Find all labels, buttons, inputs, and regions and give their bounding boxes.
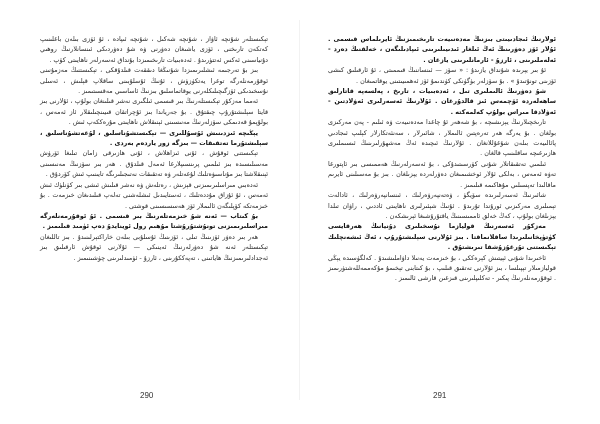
right-paragraph-5: ئىلمىي تەتقىقاتلار شۇنى كۆرسىتىدۇكى ، بۇ ئەسەرلەرنىڭ ھەممىسى بىر ئاپتورغا تەۋە ئەمەس ، بەلكى ئۇلار ئوخشىمىغان دەۋرلەردە يېزىلغان . بىز بۇ مەسىلىنى ئايرىم ماقالىدا تەپسىلىي مۇھاكىمە قىلىمىز .	[328, 159, 556, 189]
left-page-number: 290	[140, 391, 154, 400]
left-paragraph-6: ئەدەبىي مىراسلىرىمىزنى قېزىش ، رەتلەش ۋە نەشر قىلىش ئىشى بىر كۈنلۈك ئىش ئەمەس ، ئۇ ئۇزاق مۇددەتلىك ، ئەستايىدىل ئىشلەشنى تەلەپ قىلىدىغان خىزمەت . بۇ خىزمەتكە كۆپلىگەن ئالىملار ئۆز ھەسسىسىنى قوشتى .	[40, 180, 268, 210]
right-page-number: 291	[433, 391, 447, 400]
left-paragraph-7: بۇ كىتاب — ئەنە شۇ خىزمەتلەرنىڭ بىر قىسمى . ئۇ ئوقۇرمەنلەرگە مىراسلىرىمىزنى تونۇشتۇرۇشتا مۇھىم رول ئوينايدۇ دەپ ئۈمىد قىلىمىز .	[40, 211, 268, 231]
right-paragraph-4: تارىخچىلارنىڭ يېزىشىچە ، بۇ شەھەر ئۇ چاغدا مەدەنىيەت ۋە ئىلىم - پەن مەركىزى بولغان . بۇ يەرگە ھەر تەرەپتىن ئالىملار ، شائىرلار ، سەنئەتكارلار كېلىپ ئىجادىي پائالىيەت بىلەن شۇغۇللانغان . ئۇلارنىڭ ئىچىدە ئەڭ مەشھۇرلىرىنىڭ ئىسىملىرى ھازىرغىچە ساقلىنىپ قالغان .	[328, 118, 556, 158]
right-paragraph-6: شائىرنىڭ ئەسەرلىرىدە سۆيگۈ ، ۋەتەنپەرۋەرلىك ، ئىنسانپەرۋەرلىك ، ئادالەت تېمىلىرى مەركىزىي ئورۇندا تۇرىدۇ . ئۇنىڭ شېئىرلىرى ناھايىتى ئاددىي ، راۋان تىلدا يېزىلغان بولۇپ ، كەڭ خەلق ئاممىسىنىڭ ياقتۇرۇشىغا ئېرىشكەن .	[328, 191, 556, 220]
right-paragraph-8: ئاخىرىدا شۇنى ئېيتىش كېرەككى ، بۇ خىزمەت يەنىلا داۋاملىشىدۇ . كەلگۈسىدە يېڭى قوليازمىلار تېپىلسا ، بىز ئۇلارنى تەتقىق قىلىپ ، بۇ كىتابنى تېخىمۇ مۇكەممەللەشتۈرىمىز . ئوقۇرمەنلەرنىڭ پىكىر - تەكلىپلىرىنى قىزغىن قارشى ئالىمىز .	[328, 253, 556, 283]
right-paragraph-7: مەزكۇر ئەسەرنىڭ قوليازما نۇسخىلىرى دۇنيانىڭ ھەرقايسى كۈتۈپخانىلىرىدا ساقلانماقتا . بىز ئۇلارنى سېلىشتۇرۇپ ، ئەڭ ئىشەنچلىك تېكىستنى تۇرغۇزۇشقا تىرىشتۇق .	[328, 222, 556, 252]
right-paragraph-3: شۇ دەۋرنىڭ ئالىملىرى تىل ، ئەدەبىيات ، تارىخ ، پەلسەپە قاتارلىق ساھەلەردە ئۆچمەس ئىز قالدۇرغان . ئۇلارنىڭ ئەسەرلىرى ئەۋلادتىن - ئەۋلادقا مىراس بولۇپ كەلمەكتە .	[328, 87, 556, 116]
left-paragraph-2: بىز بۇ تەرجىمە ئىشلىرىمىزدا شۇنىڭغا دىققەت قىلدۇقكى ، تېكىستنىڭ مەزمۇنىنى ئوقۇرمەنلەرگە توغرا يەتكۈزۈش ، ئۇنىڭ ئۇسلۇبىنى ساقلاپ قېلىش ، ئەسلى نۇسخىدىكى ئۆزگىچىلىكلەرنى يوقاتماسلىق بىزنىڭ ئاساسىي مەقسىتىمىز .	[40, 66, 268, 96]
right-paragraph-2: ئۇ بىر يېرىدە شۇنداق يازىدۇ : « سۆز — ئىنساننىڭ قىممىتى ، ئۇ ئارقىلىق كىشى ئۆزىنى تونۇتىدۇ » . بۇ سۆزلەر بۈگۈنكى كۈندىمۇ ئۆز ئەھمىيىتىنى يوقاتمىغان .	[328, 66, 556, 85]
left-page-body	[40, 34, 268, 263]
right-page-body	[328, 34, 556, 284]
book-gutter	[299, 20, 300, 400]
right-paragraph-1: ئولارنىڭ ئىجادىيىتى بىزنىڭ مەدەنىيەت تارىخىمىزنىڭ ئايرىلماس قىسمى . ئۇلار ئۆز دەۋرىنىڭ ئەڭ ئىلغار ئىدىيىلىرىنى ئىپادىلىگەن ، خەلقنىڭ دەرد - ئەلەملىرىنى ، ئارزۇ - ئارمانلىرىنى يازغان .	[328, 35, 556, 64]
left-paragraph-8: ھەر بىر دەۋر ئۆزىنىڭ تىلى ، ئۆزىنىڭ ئۇسلۇبى بىلەن خاراكتېرلىنىدۇ . بىز تاللىغان تېكىستلەر ئەنە شۇ دەۋرلەرنىڭ ئەينىكى — ئۇلارنى ئوقۇش ئارقىلىق بىز ئەجدادلىرىمىزنىڭ ھاياتىنى ، تەپەككۇرىنى ، ئارزۇ - ئۈمىدلىرىنى چۈشىنىمىز .	[40, 232, 268, 262]
left-paragraph-1: تېكىستلەر شۇنچە ئاۋاز ، شۇنچە شەكىل ، شۇنچە ئىپادە ، ئۇ ئۆزى بىلەن باغلىنىپ كەتكەن تارىخنى ، ئۆزى ياشىغان دەۋرنى ۋە شۇ دەۋردىكى ئىنسانلارنىڭ روھىي دۇنياسىنى ئەكس ئەتتۈرىدۇ . ئەدەبىيات تارىخىمىزدا بۇنداق ئەسەرلەر ناھايىتى كۆپ .	[40, 35, 268, 64]
left-paragraph-3: ئەمما مەزكۇر تېكىستلەرنىڭ بىر قىسمى ئىلگىرى نەشر قىلىنغان بولۇپ ، ئۇلارنى بىز قايتا سېلىشتۇرۇپ چىقتۇق . بۇ جەرياندا بىز ئۇچراتقان قىيىنچىلىقلار ئاز ئەمەس ، بولۇپمۇ قەدىمكى سۆزلەرنىڭ مەنىسىنى ئېنىقلاش ناھايىتى مۇرەككەپ ئىش .	[40, 97, 268, 127]
left-paragraph-4: يېڭىچە ئىزدىنىش ئۇسۇللىرى — تېكىستشۇناسلىق ، لۇغەتشۇناسلىق ، سېلىشتۇرما تەتقىقات — بىزگە زور ياردەم بەردى .	[40, 128, 268, 148]
left-paragraph-5: تېكىستنى ئوقۇش ، ئۇنى ئىزاھلاش ، ئۇنى ھازىرقى زامان تىلىغا ئۆرۈش مەسىلىسىدە بىز ئىلمىي پرىنسىپلارغا ئەمەل قىلدۇق . ھەر بىر سۆزنىڭ مەنىسىنى ئېنىقلاشتا بىز مۇناسىۋەتلىك لۇغەتلەر ۋە تەتقىقات نەتىجىلىرىگە تايىنىپ ئىش كۆردۇق .	[40, 149, 268, 179]
